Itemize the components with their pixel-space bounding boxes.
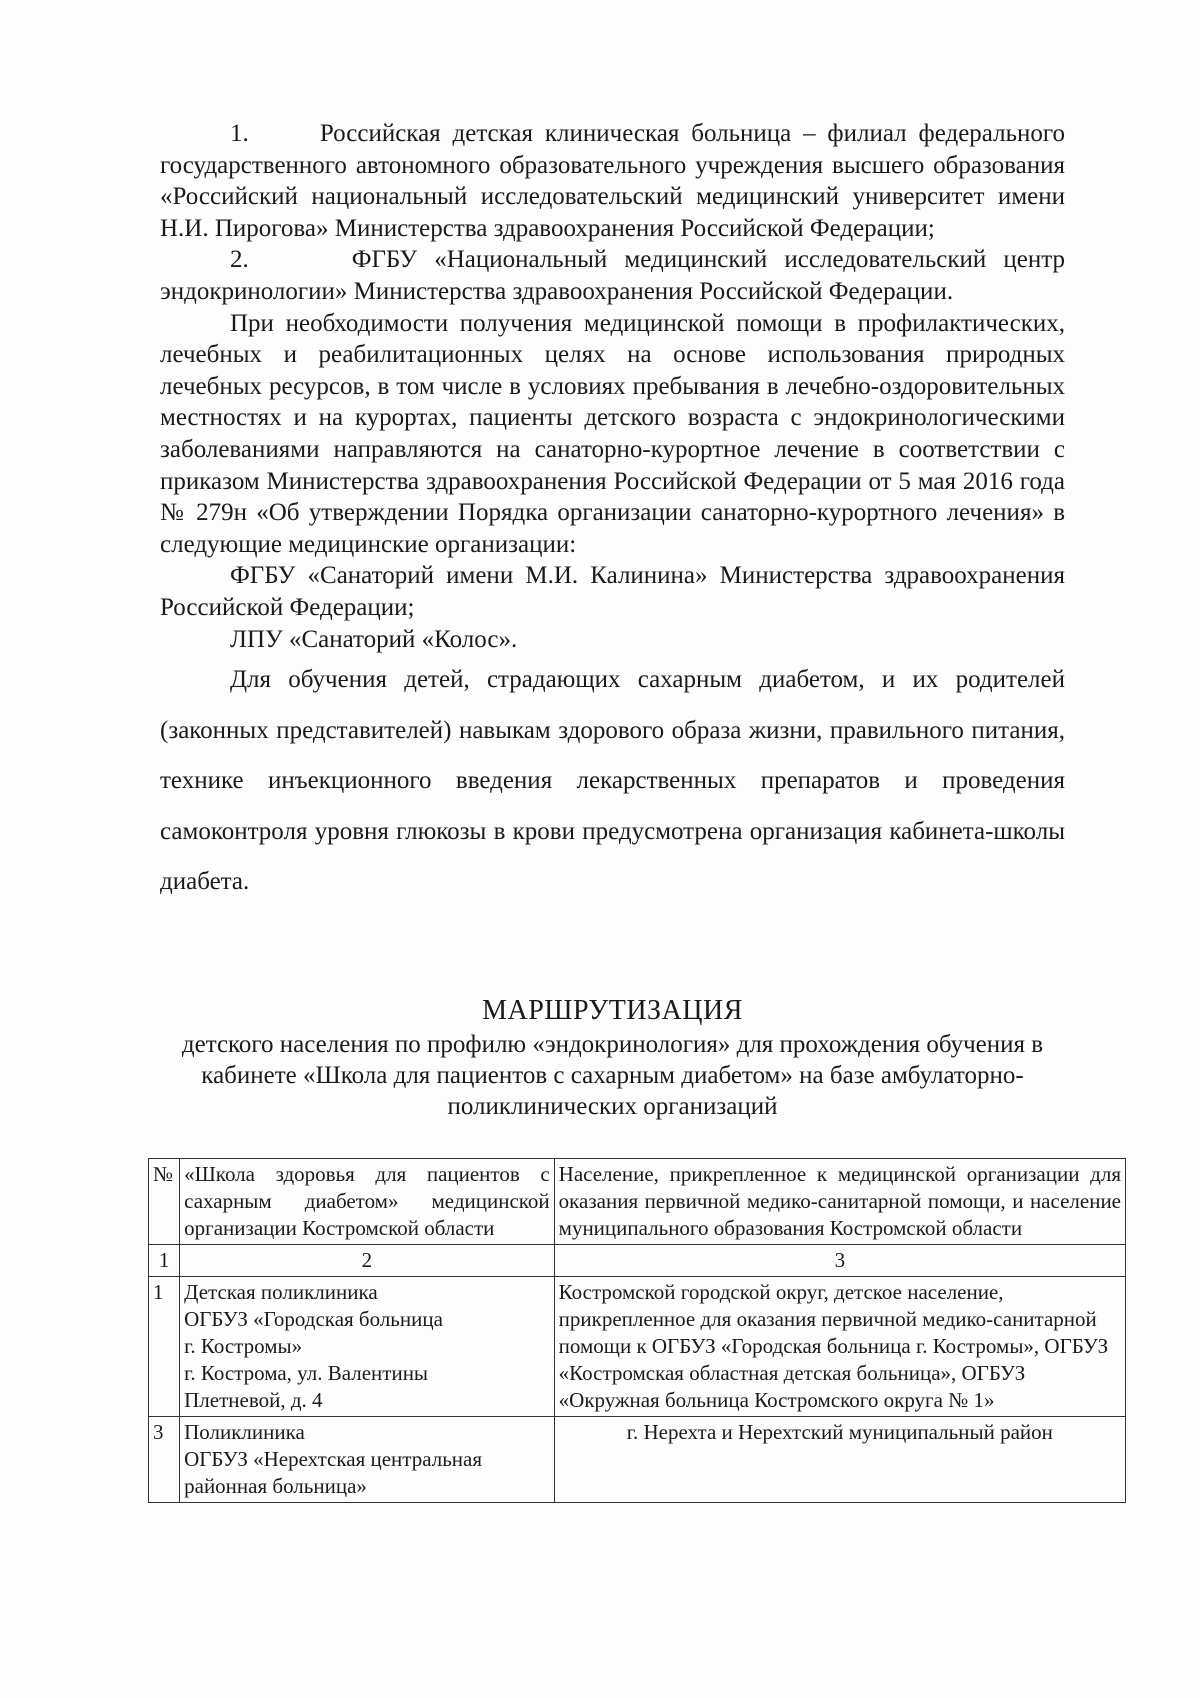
table-header-row [149,1159,1126,1245]
section-heading [160,995,1065,1122]
table-row [149,1417,1126,1503]
numbering-cell: 2 [180,1245,555,1277]
row-population: г. Нерехта и Нерехтский муниципальный район [554,1417,1125,1503]
paragraph-sanatorium-kolos: ЛПУ «Санаторий «Колос». [230,625,518,653]
row-num: 1 [149,1277,180,1417]
school-line: ОГБУЗ «Городская больница [184,1307,443,1331]
school-line: районная больница» [184,1474,367,1498]
numbering-cell: 3 [554,1245,1125,1277]
table-numbering-row [149,1245,1126,1277]
paragraph-diabetes-school: Для обучения детей, страдающих сахарным диабетом, и их родителей (законных представителей) навыкам здорового образа жизни, правильного питания, технике инъекционного введения лекарственных препаратов и проведения самоконтроля уровня глюкозы в крови предусмотрена организация кабинета-школы диабета. [160,666,1065,896]
heading-subtitle: детского населения по профилю «эндокринология» для прохождения обучения в кабинете «Школа для пациентов с сахарным диабетом» на базе амбулаторно-поликлинических организаций [181,1031,1044,1120]
school-line: Плетневой, д. 4 [184,1388,323,1412]
header-num: № [149,1159,180,1245]
header-school: «Школа здоровья для пациентов с сахарным диабетом» медицинской организации Костромской области [180,1159,555,1245]
header-population: Население, прикрепленное к медицинской организации для оказания первичной медико-санитарной помощи, и население муниципального образования Костромской области [554,1159,1125,1245]
paragraph-sanatorium-kalinin: ФГБУ «Санаторий имени М.И. Калинина» Министерства здравоохранения Российской Федерации; [160,562,1065,621]
school-line: г. Костромы» [184,1334,303,1358]
paragraph-item-2: 2. ФГБУ «Национальный медицинский исследовательский центр эндокринологии» Министерства здравоохранения Российской Федерации. [160,246,1065,305]
table-row [149,1277,1126,1417]
paragraph-sanatorium-referral: При необходимости получения медицинской помощи в профилактических, лечебных и реабилитационных целях на основе использования природных лечебных ресурсов, в том числе в условиях пребывания в лечебно-оздоровительных местностях и на курортах, пациенты детского возраста с эндокринологическими заболеваниями направляются на санаторно-курортное лечение в соответствии с приказом Министерства здравоохранения Российской Федерации от 5 мая 2016 года № 279н «Об утверждении Порядка организации санаторно-курортного лечения» в следующие медицинские организации: [160,309,1065,558]
numbering-cell: 1 [149,1245,180,1277]
school-line: ОГБУЗ «Нерехтская центральная [184,1447,483,1471]
school-line: г. Кострома, ул. Валентины [184,1361,429,1385]
row-school [180,1417,555,1503]
school-line: Поликлиника [184,1420,305,1444]
routing-table [148,1158,1126,1503]
paragraph-item-1: 1. Российская детская клиническая больница – филиал федерального государственного автономного образовательного учреждения высшего образования «Российский национальный исследовательский медицинский университет имени Н.И. Пирогова» Министерства здравоохранения Российской Федерации; [160,120,1065,242]
row-school [180,1277,555,1417]
heading-title: МАРШРУТИЗАЦИЯ [482,995,743,1026]
school-line: Детская поликлиника [184,1280,378,1304]
body-text [160,118,1065,908]
row-population: Костромской городской округ, детское население, прикрепленное для оказания первичной медико-санитарной помощи к ОГБУЗ «Городская больница г. Костромы», ОГБУЗ «Костромская областная детская больница», ОГБУЗ «Окружная больница Костромского округа № 1» [554,1277,1125,1417]
row-num: 3 [149,1417,180,1503]
